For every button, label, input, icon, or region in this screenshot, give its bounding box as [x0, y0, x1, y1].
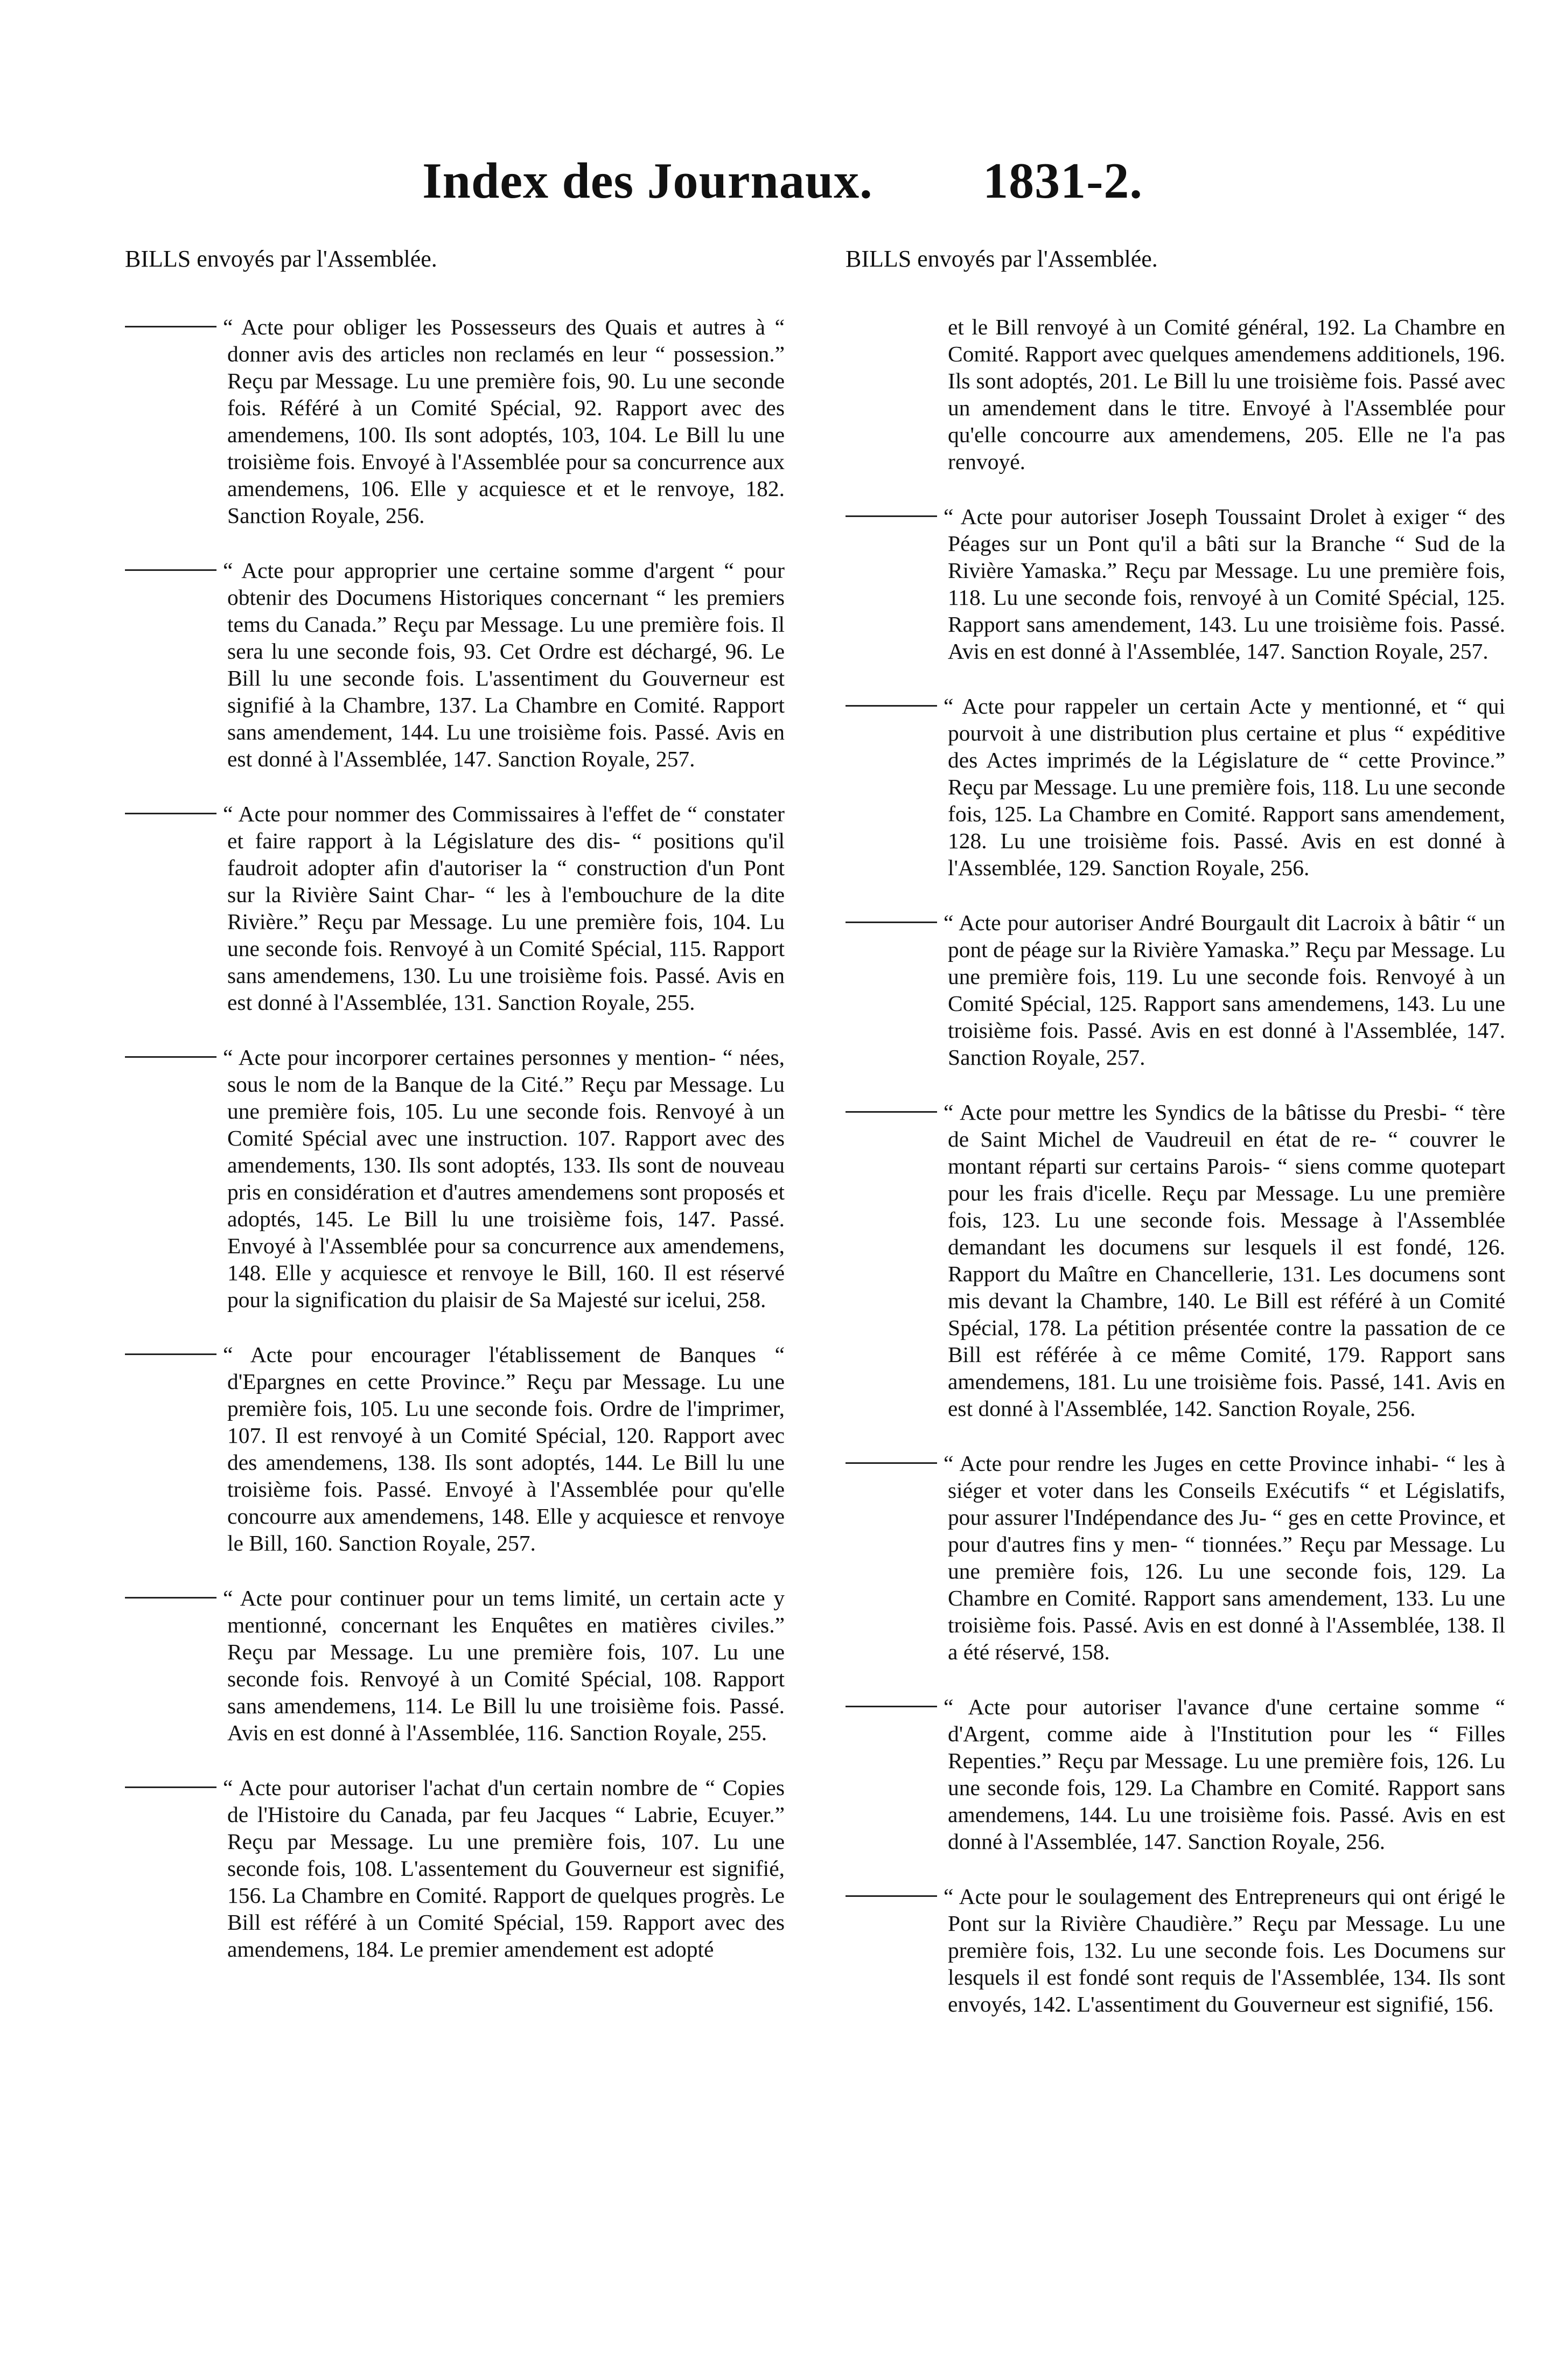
bill-entry: “ Acte pour encourager l'établissement de Banques “ d'Epargnes en cette Province.” Reçu par Message. Lu une première fois, 105. Lu une seconde fois. Ordre de l'imprimer, 107. Il est renvoyé à un Comité Spécial, 120. Rapport avec des amendemens, 138. Ils sont adoptés, 144. Le Bill lu une troisième fois. Passé. Envoyé à l'Assemblée pour qu'elle concourre aux amendemens, 148. Elle y acquiesce et renvoye le Bill, 160. Sanction Royale, 257.	[125, 1341, 785, 1557]
entry-dash	[846, 922, 937, 923]
entry-dash	[125, 326, 216, 327]
entry-dash	[846, 515, 937, 517]
entry-dash	[846, 705, 937, 707]
bill-entry: “ Acte pour continuer pour un tems limité, un certain acte y mentionné, concernant les Enquêtes en matières civiles.” Reçu par Message. Lu une première fois, 107. Lu une seconde fois. Renvoyé à un Comité Spécial, 108. Rapport sans amendemens, 114. Le Bill lu une troisième fois. Passé. Avis en est donné à l'Assemblée, 116. Sanction Royale, 255.	[125, 1585, 785, 1746]
page-title	[0, 152, 1565, 210]
bill-entry: “ Acte pour mettre les Syndics de la bâtisse du Presbi- “ tère de Saint Michel de Vaudreuil en état de re- “ couvrer le montant réparti sur certains Parois- “ siens comme quotepart pour les frais d'icelle. Reçu par Message. Lu une première fois, 123. Lu une seconde fois. Message à l'Assemblée demandant les documens sur lesquels il est fondé, 126. Rapport du Maître en Chancellerie, 131. Les documens sont mis devant la Chambre, 140. Le Bill est référé à un Comité Spécial, 178. La pétition présentée contre la passation de ce Bill est référée à ce même Comité, 179. Rapport sans amendemens, 181. Lu une troisième fois. Passé, 141. Avis en est donné à l'Assemblée, 142. Sanction Royale, 256.	[846, 1099, 1505, 1422]
bill-entry: “ Acte pour le soulagement des Entrepreneurs qui ont érigé le Pont sur la Rivière Chaudière.” Reçu par Message. Lu une première fois, 132. Lu une seconde fois. Les Documens sur lesquels il est fondé sont requis de l'Assemblée, 134. Ils sont envoyés, 142. L'assentiment du Gouverneur est signifié, 156.	[846, 1883, 1505, 2018]
bill-entry: “ Acte pour incorporer certaines personnes y mention- “ nées, sous le nom de la Banque de la Cité.” Reçu par Message. Lu une première fois, 105. Lu une seconde fois. Renvoyé à un Comité Spécial avec une instruction. 107. Rapport avec des amendements, 130. Ils sont adoptés, 133. Ils sont de nouveau pris en considération et d'autres amendemens sont proposés et adoptés, 145. Le Bill lu une troisième fois, 147. Passé. Envoyé à l'Assemblée pour sa concurrence aux amendemens, 148. Elle y acquiesce et renvoye le Bill, 160. Il est réservé pour la signification du plaisir de Sa Majesté sur icelui, 258.	[125, 1044, 785, 1313]
left-column	[125, 291, 785, 1991]
left-running-head: BILLS envoyés par l'Assemblée.	[125, 246, 437, 272]
bill-entry: “ Acte pour nommer des Commissaires à l'effet de “ constater et faire rapport à la Législature des dis- “ positions qu'il faudroit adopter afin d'autoriser la “ construction d'un Pont sur la Rivière Saint Char- “ les à l'embouchure de la dite Rivière.” Reçu par Message. Lu une première fois, 104. Lu une seconde fois. Renvoyé à un Comité Spécial, 115. Rapport sans amendemens, 130. Lu une troisième fois. Passé. Avis en est donné à l'Assemblée, 131. Sanction Royale, 255.	[125, 800, 785, 1016]
bill-entry: “ Acte pour approprier une certaine somme d'argent “ pour obtenir des Documens Historiques concernant “ les premiers tems du Canada.” Reçu par Message. Lu une première fois. Il sera lu une seconde fois, 93. Cet Ordre est déchargé, 96. Le Bill lu une seconde fois. L'assentiment du Gouverneur est signifié à la Chambre, 137. La Chambre en Comité. Rapport sans amendement, 144. Lu une troisième fois. Passé. Avis en est donné à l'Assemblée, 147. Sanction Royale, 257.	[125, 557, 785, 772]
entry-dash	[846, 1706, 937, 1707]
right-column	[846, 291, 1505, 2046]
entry-dash	[846, 1462, 937, 1464]
title-text: Index des Journaux.	[422, 153, 873, 209]
entry-dash	[125, 1786, 216, 1788]
bill-entry: “ Acte pour autoriser l'avance d'une certaine somme “ d'Argent, comme aide à l'Institution pour les “ Filles Repenties.” Reçu par Message. Lu une première fois, 126. Lu une seconde fois, 129. La Chambre en Comité. Rapport sans amendemens, 144. Lu une troisième fois. Passé. Avis en est donné à l'Assemblée, 147. Sanction Royale, 256.	[846, 1693, 1505, 1855]
bill-entry: “ Acte pour rendre les Juges en cette Province inhabi- “ les à siéger et voter dans les Conseils Exécutifs “ et Législatifs, pour assurer l'Indépendance des Ju- “ ges en cette Province, et pour d'autres fins y men- “ tionnées.” Reçu par Message. Lu une première fois, 126. Lu une seconde fois, 129. La Chambre en Comité. Rapport sans amendement, 133. Lu une troisième fois. Passé. Avis en est donné à l'Assemblée, 138. Il a été réservé, 158.	[846, 1450, 1505, 1665]
entry-dash	[846, 1111, 937, 1113]
bill-entry: “ Acte pour autoriser André Bourgault dit Lacroix à bâtir “ un pont de péage sur la Rivière Yamaska.” Reçu par Message. Lu une première fois, 119. Lu une seconde fois. Renvoyé à un Comité Spécial, 125. Rapport sans amendemens, 143. Lu une troisième fois. Passé. Avis en est donné à l'Assemblée, 147. Sanction Royale, 257.	[846, 909, 1505, 1071]
entry-dash	[125, 813, 216, 814]
bill-entry-continued: et le Bill renvoyé à un Comité général, 192. La Chambre en Comité. Rapport avec quelques amendemens additionels, 196. Ils sont adoptés, 201. Le Bill lu une troisième fois. Passé avec un amendement dans le titre. Envoyé à l'Assemblée pour qu'elle concourre aux amendemens, 205. Elle ne l'a pas renvoyé.	[948, 314, 1505, 474]
right-running-head: BILLS envoyés par l'Assemblée.	[846, 246, 1158, 272]
bill-entry: “ Acte pour autoriser l'achat d'un certain nombre de “ Copies de l'Histoire du Canada, par feu Jacques “ Labrie, Ecuyer.” Reçu par Message. Lu une première fois, 107. Lu une seconde fois, 108. L'assentement du Gouverneur est signifié, 156. La Chambre en Comité. Rapport de quelques progrès. Le Bill est référé à un Comité Spécial, 159. Rapport avec des amendemens, 184. Le premier amendement est adopté	[125, 1774, 785, 1963]
entry-dash	[125, 1597, 216, 1599]
entry-dash	[125, 569, 216, 571]
title-year: 1831-2.	[983, 153, 1143, 209]
bill-entry: “ Acte pour rappeler un certain Acte y mentionné, et “ qui pourvoit à une distribution plus certaine et plus “ expéditive des Actes imprimés de la Législature de “ cette Province.” Reçu par Message. Lu une première fois, 118. Lu une seconde fois, 125. La Chambre en Comité. Rapport sans amendement, 128. Lu une troisième fois. Passé. Avis en est donné à l'Assemblée, 129. Sanction Royale, 256.	[846, 693, 1505, 881]
entry-dash	[846, 1895, 937, 1897]
bill-entry: “ Acte pour obliger les Possesseurs des Quais et autres à “ donner avis des articles non reclamés en leur “ possession.” Reçu par Message. Lu une première fois, 90. Lu une seconde fois. Référé à un Comité Spécial, 92. Rapport avec des amendemens, 100. Ils sont adoptés, 103, 104. Le Bill lu une troisième fois. Envoyé à l'Assemblée pour sa concurrence aux amendemens, 106. Elle y acquiesce et et le renvoye, 182. Sanction Royale, 256.	[125, 313, 785, 529]
bill-entry: “ Acte pour autoriser Joseph Toussaint Drolet à exiger “ des Péages sur un Pont qu'il a bâti sur la Branche “ Sud de la Rivière Yamaska.” Reçu par Message. Lu une première fois, 118. Lu une seconde fois, renvoyé à un Comité Spécial, 125. Rapport sans amendement, 143. Lu une troisième fois. Passé. Avis en est donné à l'Assemblée, 147. Sanction Royale, 257.	[846, 503, 1505, 665]
entry-dash	[125, 1056, 216, 1058]
entry-dash	[125, 1353, 216, 1355]
